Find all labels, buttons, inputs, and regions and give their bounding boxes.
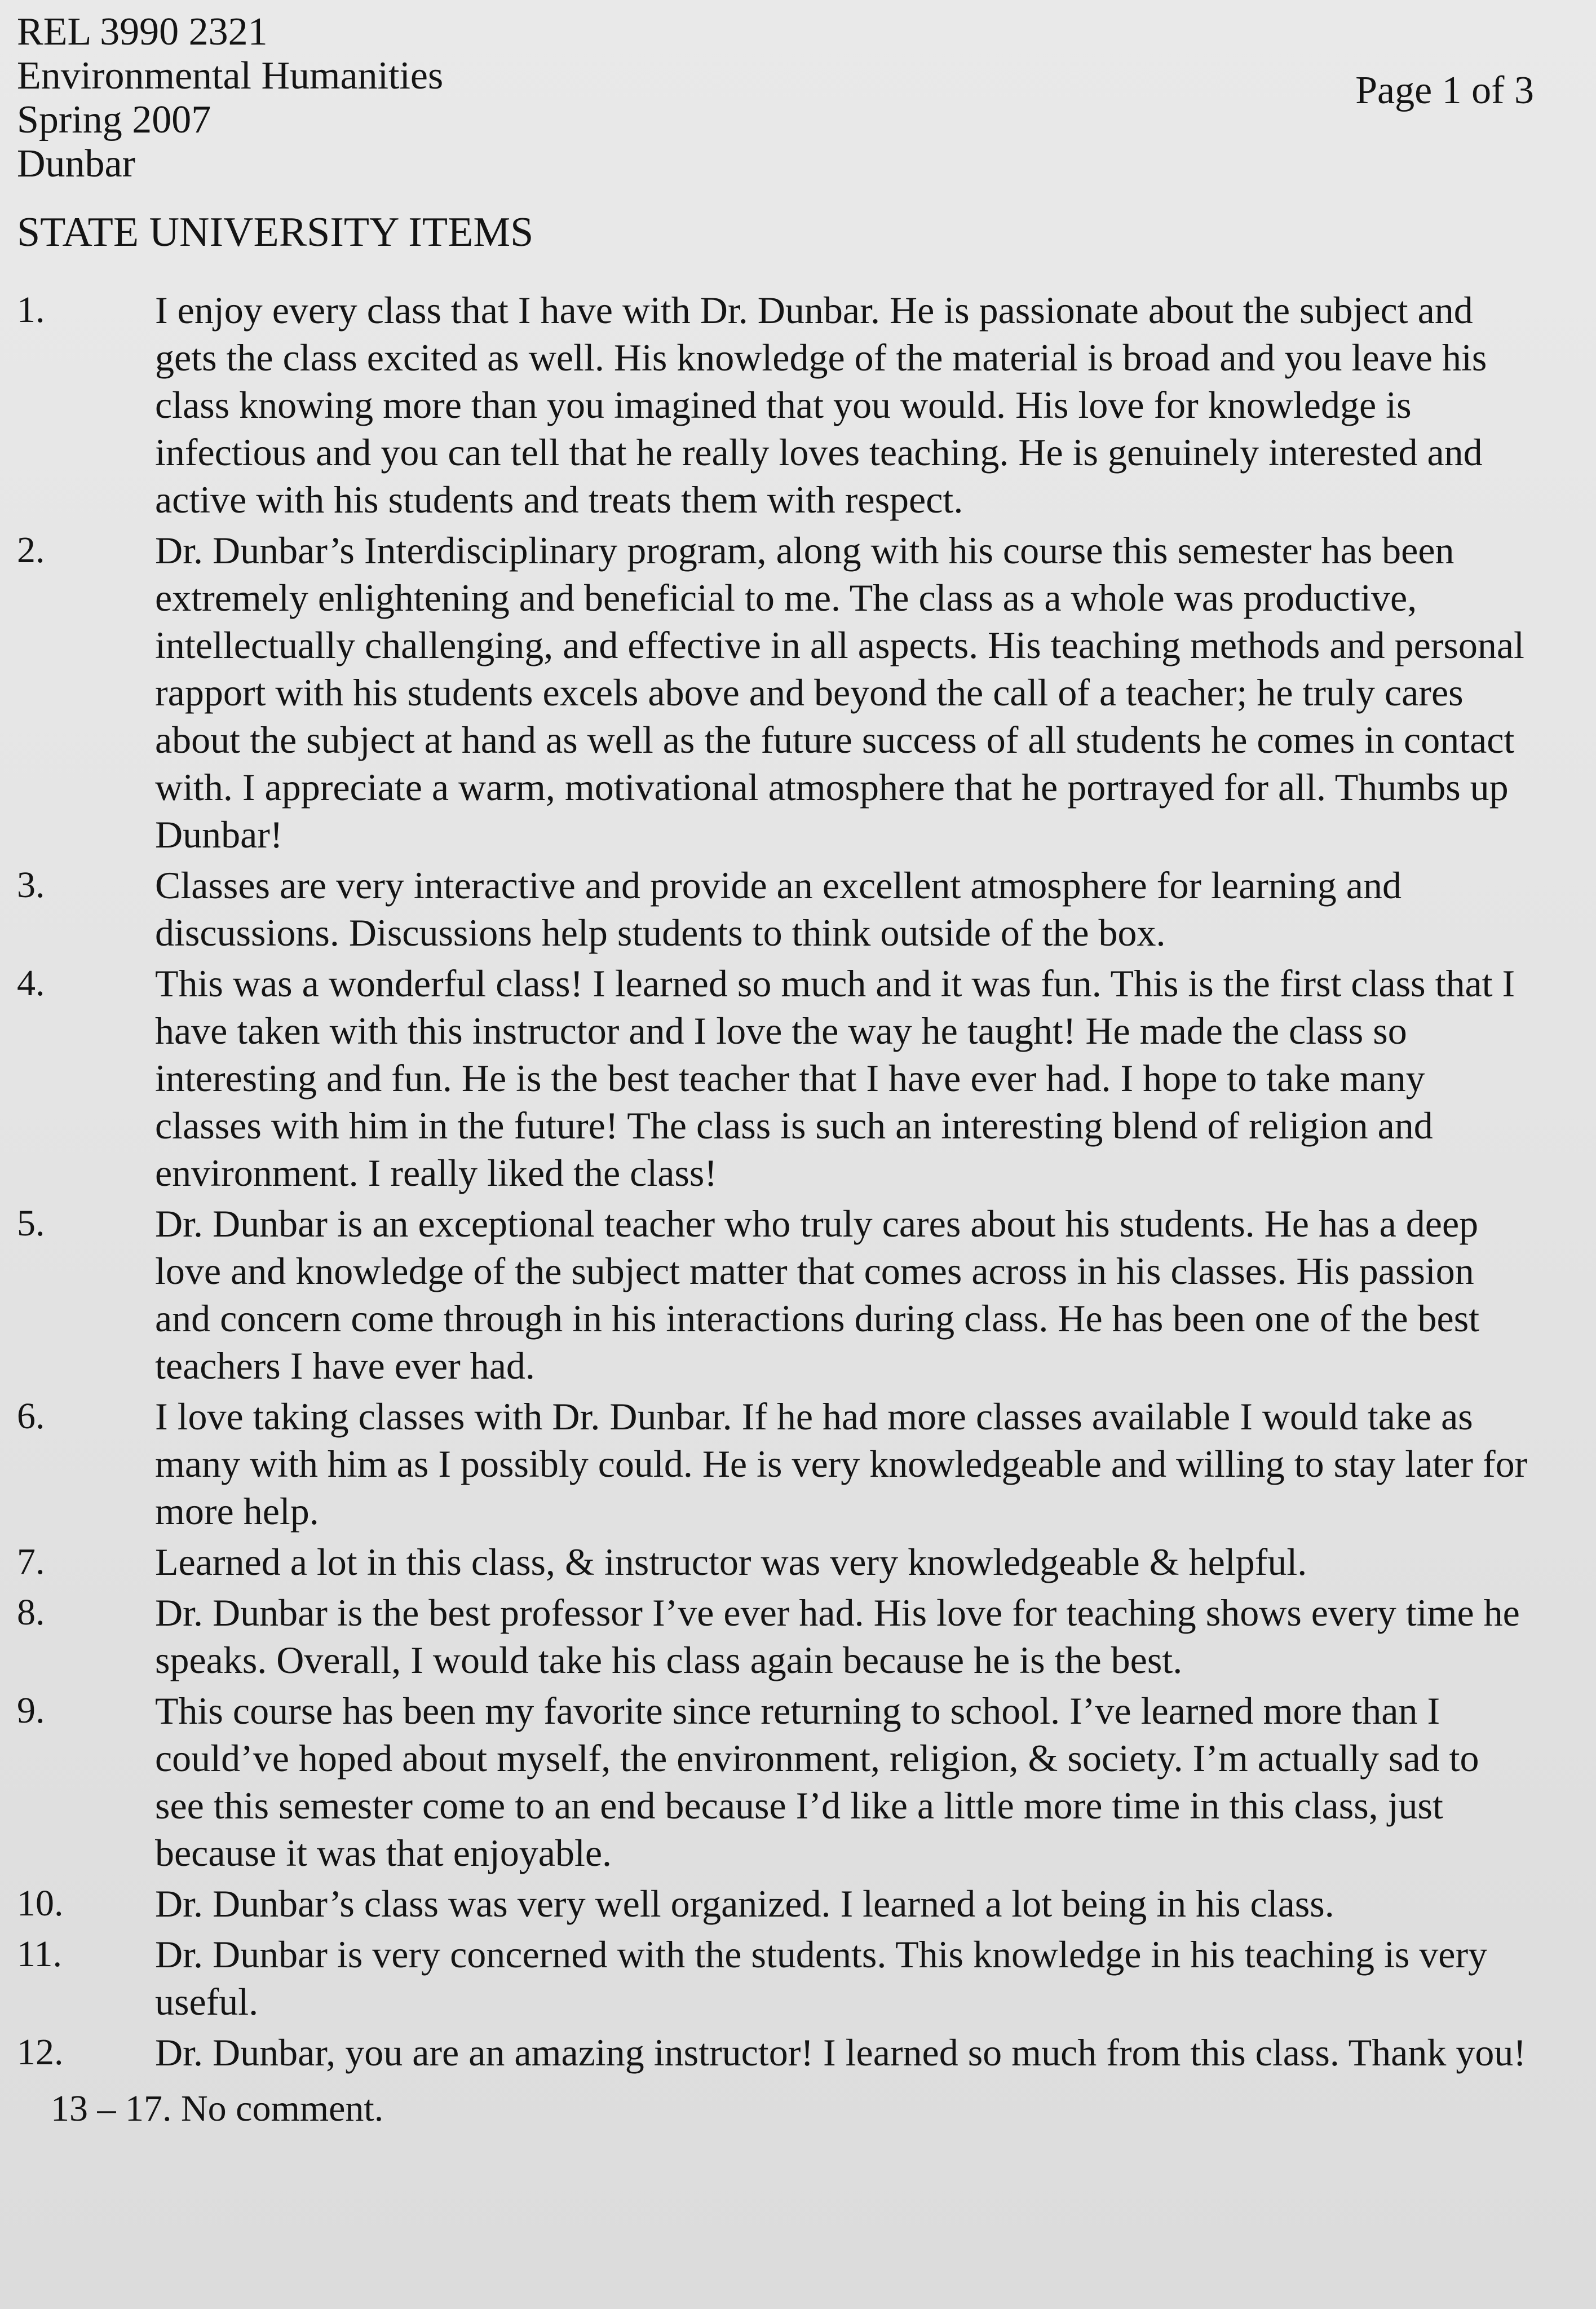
comment-item [17,1880,1534,1927]
term: Spring 2007 [17,98,211,142]
document-header [17,10,1534,186]
comment-text: Dr. Dunbar’s Interdisciplinary program, along with his course this semester has been extremely enlightening and beneficial to me. The class as a whole was productive, intellectually challenging, and effective in all aspects. His teaching methods and personal rapport with his students excels above and beyond the call of a teacher; he truly cares about the subject at hand as well as the future success of all students he comes in contact with. I appreciate a warm, motivational atmosphere that he portrayed for all. Thumbs up Dunbar! [155,529,1524,856]
course-title: Environmental Humanities [17,54,444,98]
comment-item [17,1687,1534,1877]
comment-item [17,1393,1534,1535]
comment-number: 5. [17,1203,45,1244]
comment-item [17,1538,1534,1586]
comment-number: 8. [17,1592,45,1633]
page-number: Page 1 of 3 [1355,69,1534,112]
comment-item [17,960,1534,1197]
comment-text: I love taking classes with Dr. Dunbar. If he had more classes available I would take as many with him as I possibly could. He is very knowledgeable and willing to stay later for more help. [155,1395,1528,1533]
comment-text: Dr. Dunbar is an exceptional teacher who truly cares about his students. He has a deep love and knowledge of the subject matter that comes across in his classes. His passion and concern come through in his interactions during class. He has been one of the best teachers I have ever had. [155,1202,1480,1387]
comment-number: 7. [17,1541,45,1582]
comment-number: 2. [17,529,45,571]
comment-number: 1. [17,289,45,330]
comment-item [17,1200,1534,1389]
comment-number: 3. [17,864,45,906]
comment-text: Dr. Dunbar, you are an amazing instructor! I learned so much from this class. Thank you! [155,2031,1526,2074]
comment-number: 11. [17,1933,63,1975]
comment-text: This was a wonderful class! I learned so much and it was fun. This is the first class that I have taken with this instructor and I love the way he taught! He made the class so interesting and fun. He is the best teacher that I have ever had. I hope to take many classes with him in the future! The class is such an interesting blend of religion and environment. I really liked the class! [155,962,1515,1194]
comment-number: 9. [17,1690,45,1731]
comment-number: 10. [17,1883,64,1924]
comment-number: 4. [17,963,45,1004]
comment-text: Classes are very interactive and provide an excellent atmosphere for learning and discussions. Discussions help students to think outside of the box. [155,864,1402,954]
comment-item [17,286,1534,523]
comment-text: Dr. Dunbar’s class was very well organized. I learned a lot being in his class. [155,1882,1334,1925]
course-code: REL 3990 2321 [17,10,268,54]
comment-text: Learned a lot in this class, & instructor was very knowledgeable & helpful. [155,1540,1307,1583]
no-comment-note: 13 – 17. No comment. [51,2088,384,2129]
comment-list [17,286,1534,2076]
section-title: STATE UNIVERSITY ITEMS [17,209,534,255]
comment-item [17,1931,1534,2025]
comment-text: Dr. Dunbar is the best professor I’ve ever had. His love for teaching shows every time he speaks. Overall, I would take his class again because he is the best. [155,1591,1520,1681]
comment-text: I enjoy every class that I have with Dr. Dunbar. He is passionate about the subject and gets the class excited as well. His knowledge of the material is broad and you leave his class knowing more than you imagined that you would. His love for knowledge is infectious and you can tell that he really loves teaching. He is genuinely interested and active with his students and treats them with respect. [155,289,1487,521]
comment-text: This course has been my favorite since returning to school. I’ve learned more than I could’ve hoped about myself, the environment, religion, & society. I’m actually sad to see this semester come to an end because I’d like a little more time in this class, just because it was that enjoyable. [155,1689,1479,1874]
instructor-name: Dunbar [17,142,135,186]
comment-item [17,527,1534,858]
comment-text: Dr. Dunbar is very concerned with the students. This knowledge in his teaching is very useful. [155,1933,1488,2023]
comment-item [17,1589,1534,1684]
comment-item [17,862,1534,956]
comment-item [17,2029,1534,2076]
comment-number: 12. [17,2032,64,2073]
comment-number: 6. [17,1396,45,1437]
